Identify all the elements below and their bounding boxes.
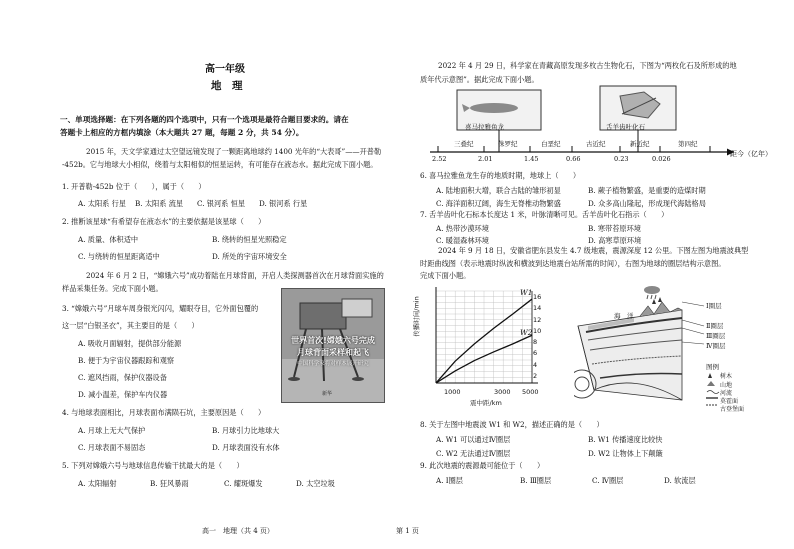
layer-2-label: Ⅱ圈层 (706, 322, 724, 330)
passage1-line1: 2015 年，天文学家通过太空望远镜发现了一颗距离地球约 1400 光年的“大表哥”——开普勒 (86, 147, 382, 156)
passage3-line2: 质年代示意图”。据此完成下面小题。 (420, 75, 539, 84)
legend-gutenberg: 古登堡面 (720, 406, 745, 413)
q2-option-c: C. 与绕转的恒星距离适中 (78, 252, 160, 261)
series-label-w1: W1 (520, 288, 533, 297)
q4-option-b: B. 月球引力比地球大 (212, 426, 280, 435)
q7-stem: 7. 舌羊齿叶化石标本长度达 1 米，叶脉清晰可见。舌羊齿叶化石指示（ ） (420, 210, 669, 219)
lunar-lander-photo (281, 288, 385, 403)
tick-0-66: 0.66 (566, 155, 581, 163)
legend-mountain: 山地 (720, 382, 733, 389)
grade-title: 高一年级 (205, 64, 245, 75)
q7-option-d: D. 高寒草原环境 (588, 236, 642, 245)
period-cretaceous: 白垩纪 (541, 140, 561, 148)
q5-option-c: C. 耀斑爆发 (224, 479, 263, 488)
period-paleogene: 古近纪 (586, 140, 606, 148)
seismic-xlabel: 震中距/km (470, 399, 502, 407)
seismic-ytick-12: 12 (533, 316, 542, 324)
q6-option-a: A. 陆地面积大增，联合古陆的雏形初显 (436, 186, 561, 195)
legend-river: 河流 (720, 390, 733, 397)
period-jurassic: 侏罗纪 (498, 140, 518, 148)
q1-option-d: D. 银河系 行星 (259, 199, 308, 208)
fossil2-label: 舌羊齿叶化石 (606, 123, 645, 131)
q2-stem: 2. 推断该星球“有希望存在液态水”的主要依据是该星球（ ） (62, 217, 266, 226)
seismic-ytick-6: 6 (533, 349, 538, 357)
q8-option-b: B. W1 传播速度比较快 (588, 435, 663, 444)
legend-tree: 树木 (720, 373, 733, 380)
tick-2-52: 2.52 (432, 155, 447, 163)
passage2-line2: 样品采集任务。完成下面小题。 (62, 284, 163, 293)
q3-option-c: C. 遮风挡雨，保护仪器设备 (78, 373, 167, 382)
subject-title: 地 理 (211, 80, 243, 92)
seismic-xtick-3000: 3000 (494, 388, 511, 396)
q6-option-c: C. 海洋面积辽阔，海生无脊椎动物繁盛 (436, 199, 561, 208)
legend-moho: 莫霍面 (720, 398, 739, 405)
photo-source: 新华 (322, 391, 333, 397)
q9-option-c: C. Ⅳ圈层 (592, 476, 624, 485)
q1-option-a: A. 太阳系 行星 (78, 199, 126, 208)
q1-stem: 1. 开普勒-452b 位于（ ），属于（ ） (62, 182, 206, 191)
q2-option-b: B. 绕转的恒星光照稳定 (212, 235, 287, 244)
q4-option-c: C. 月球表面不易固态 (78, 443, 146, 452)
passage4-line1: 2024 年 9 月 18 日，安徽省肥东县发生 4.7 级地震，震源深度 12 公里。下图左图为地震波典型 (438, 246, 749, 255)
photo-caption-1: 世界首次!嫦娥六号完成 (291, 336, 375, 345)
seismic-ytick-8: 8 (533, 338, 538, 346)
tick-0-23: 0.23 (614, 155, 629, 163)
q3-stem-1: 3. “嫦娥六号”月球车周身银光闪闪，耀眼夺目，它外面包覆的 (62, 304, 259, 313)
footer-left: 高一 地理（共 4 页） (202, 527, 274, 535)
q2-option-a: A. 质量、体积适中 (78, 235, 139, 244)
q5-option-b: B. 狂风暴雨 (150, 479, 189, 488)
q5-option-d: D. 太空垃圾 (296, 479, 335, 488)
seismic-ylabel: 传播时间/min (412, 296, 421, 337)
q7-option-b: B. 寒带苔原环境 (588, 224, 641, 233)
seismic-ytick-2: 2 (533, 372, 538, 380)
photo-caption-3: 中国科学家将对样本展开研究 (297, 361, 369, 367)
q3-option-d: D. 减小温差，保护车内仪器 (78, 390, 168, 399)
fossil1-label: 喜马拉雅鱼龙 (465, 123, 504, 131)
q6-option-d: D. 众多高山隆起，形成现代海陆格局 (588, 199, 706, 208)
q5-stem: 5. 下列对嫦娥六号与地球信息传输干扰最大的是（ ） (62, 461, 244, 470)
passage2-line1: 2024 年 6 月 2 日，“嫦娥六号”成功着陆在月球背面，开启人类探测器首次在月球背面实施的 (86, 271, 384, 280)
tick-1-45: 1.45 (524, 155, 539, 163)
q4-stem: 4. 与地球表面相比，月球表面布满陨石坑，主要原因是（ ） (62, 408, 266, 417)
tick-0-026: 0.026 (652, 155, 671, 163)
passage3-line1: 2022 年 4 月 29 日，科学家在青藏高原发现多枚古生物化石，下图为“两枚化石及所形成的地 (438, 61, 737, 70)
q1-option-b: B. 太阳系 流星 (135, 199, 184, 208)
tick-2-01: 2.01 (478, 155, 493, 163)
seismic-ytick-10: 10 (533, 327, 542, 335)
seismic-ytick-16: 16 (533, 293, 542, 301)
seismic-ytick-14: 14 (533, 304, 542, 312)
ocean-label: 海 洋 (614, 312, 634, 320)
q9-option-a: A. Ⅰ圈层 (436, 476, 463, 485)
q4-option-d: D. 月球表面没有水体 (212, 443, 280, 452)
q8-stem: 8. 关于左图中地震波 W1 和 W2，描述正确的是（ ） (420, 420, 604, 429)
footer-right: 第 1 页 (396, 527, 419, 535)
seismic-ytick-4: 4 (533, 361, 538, 369)
q8-option-a: A. W1 可以通过Ⅳ圈层 (436, 435, 511, 444)
q9-stem: 9. 此次地震的震源最可能位于（ ） (420, 461, 545, 470)
q5-option-a: A. 太阳辐射 (78, 479, 117, 488)
seismic-travel-time-chart (418, 283, 570, 405)
q9-option-b: B. Ⅲ圈层 (520, 476, 552, 485)
q3-stem-2: 这一层“白银圣衣”，其主要目的是（ ） (62, 321, 199, 330)
series-label-w2: W2 (520, 328, 533, 337)
seismic-xtick-1000: 1000 (444, 388, 461, 396)
q8-option-c: C. W2 无法通过Ⅳ圈层 (436, 449, 511, 458)
q9-option-d: D. 软流层 (664, 476, 696, 485)
layer-4-label: Ⅳ圈层 (706, 342, 726, 350)
period-neogene: 新近纪 (630, 140, 650, 148)
passage4-line3: 完成下面小题。 (420, 271, 471, 280)
layer-3-label: Ⅲ圈层 (706, 332, 726, 340)
q7-option-c: C. 暖湿森林环境 (436, 236, 489, 245)
q1-option-c: C. 银河系 恒星 (197, 199, 246, 208)
photo-caption-2: 月球背面采样和起飞 (297, 348, 369, 357)
passage1-line2: -452b。它与地球大小相似，绕着与太阳相似的恒星运转，有可能存在液态水。据此完成下面小题。 (62, 160, 378, 169)
q4-option-a: A. 月球上无大气保护 (78, 426, 146, 435)
q2-option-d: D. 所处的宇宙环境安全 (212, 252, 287, 261)
earth-layer-diagram (574, 282, 774, 412)
timeline-axis-label: 距今（亿年） (730, 150, 772, 158)
section-heading-2: 答题卡上相应的方框内填涂（本大题共 27 题，每题 2 分，共 54 分）。 (60, 128, 304, 137)
q6-stem: 6. 喜马拉雅鱼龙生存的地质时期，地球上（ ） (420, 171, 581, 180)
q3-option-b: B. 便于为宇宙仪器跟踪和观察 (78, 356, 175, 365)
q8-option-d: D. W2 让物体上下颠簸 (588, 449, 663, 458)
period-quaternary: 第四纪 (678, 140, 698, 148)
period-triassic: 三叠纪 (454, 140, 474, 148)
seismic-xtick-5000: 5000 (522, 388, 539, 396)
q3-option-a: A. 吸收月面辐射，提供部分能源 (78, 339, 182, 348)
section-heading: 一、单项选择题：在下列各题的四个选项中，只有一个选项是最符合题目要求的。请在 (60, 115, 349, 124)
q6-option-b: B. 蕨子植物繁盛，是重要的造煤时期 (588, 186, 706, 195)
passage4-line2: 时距曲线图（表示地震时纵波和横波到达地震台站所需的时间），右图为地球的圈层结构示意图。 (420, 259, 726, 268)
legend-title: 图例 (706, 363, 719, 371)
q7-option-a: A. 热带沙漠环境 (436, 224, 489, 233)
chart-grid (436, 291, 532, 383)
layer-1-label: Ⅰ圈层 (706, 302, 722, 310)
